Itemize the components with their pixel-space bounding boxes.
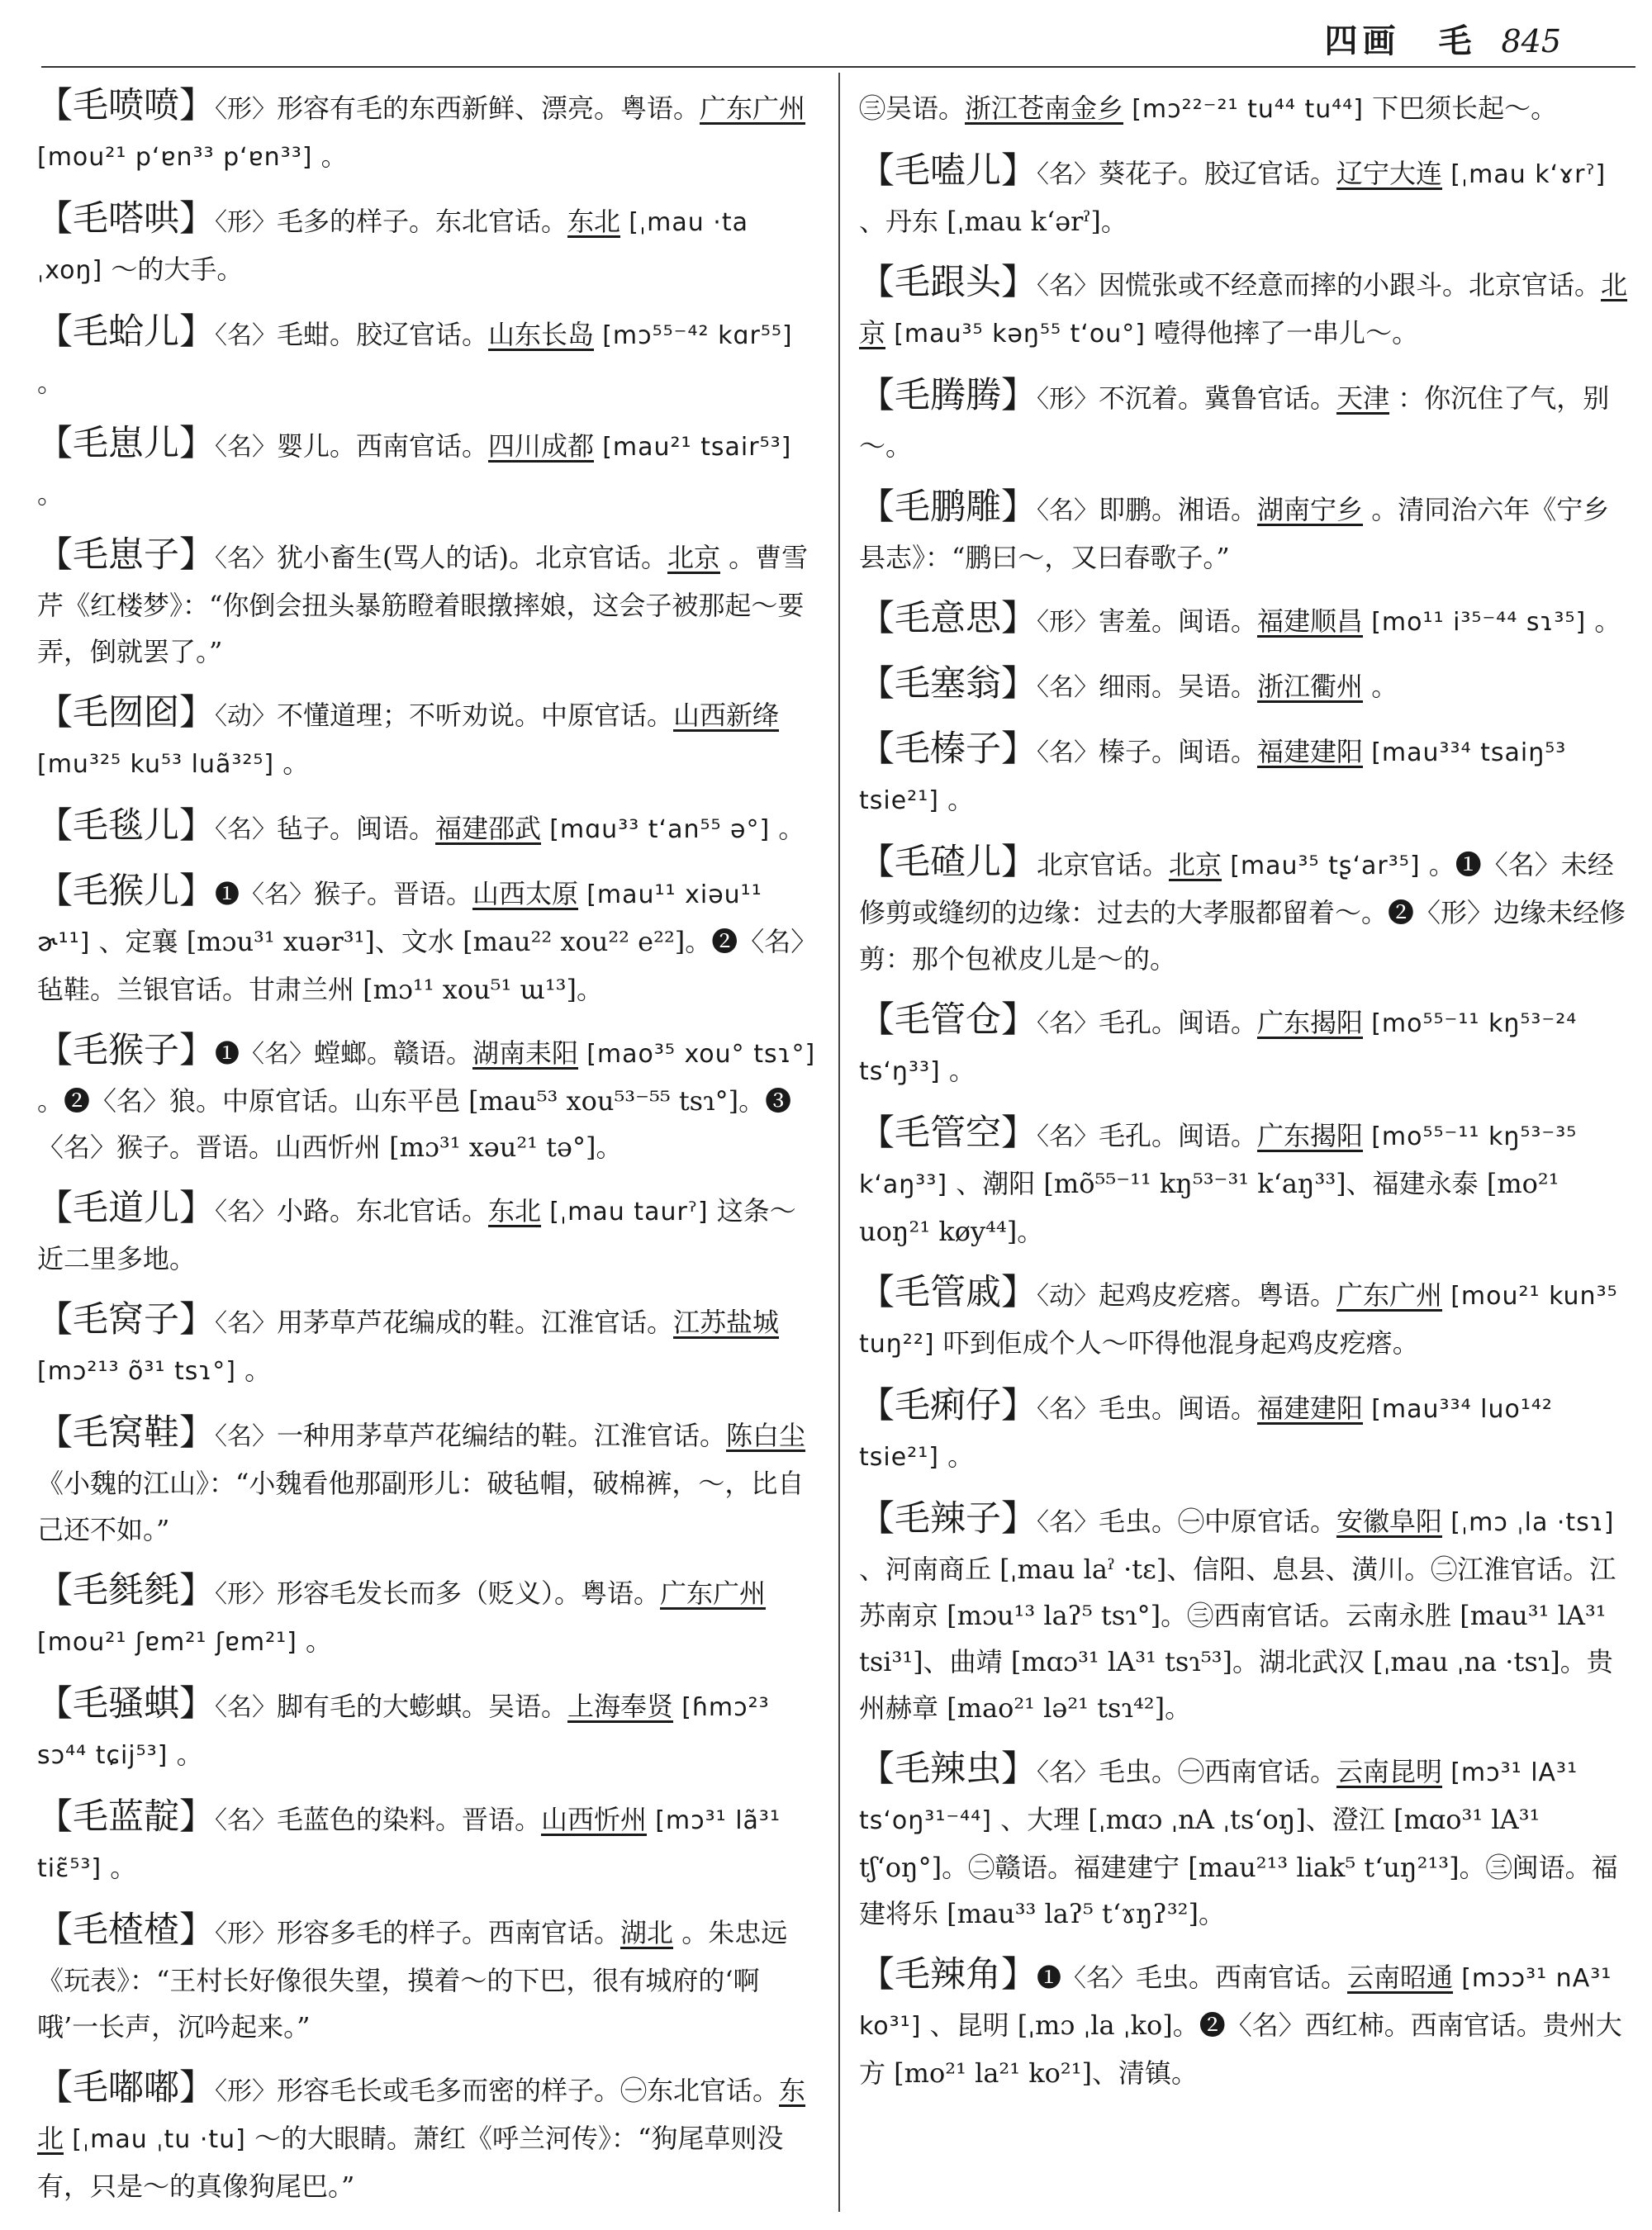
entry-continuation: 。朱忠远《玩表》：“王村长好像很失望，摸着～的下巴，很有城府的‘啊哦’一长声，沉吟起来。” xyxy=(37,1917,788,2043)
definition-text: 榛子。闽语。 xyxy=(1099,736,1258,767)
part-of-speech: 〈名〉 xyxy=(1037,1758,1099,1787)
entry-continuation: 。 xyxy=(320,140,348,172)
entry-continuation: ～的大手。 xyxy=(111,254,244,285)
column-divider xyxy=(838,73,840,2212)
definition-text: 毛虫。㊀西南官话。 xyxy=(1099,1756,1337,1787)
dictionary-entry xyxy=(37,309,818,406)
entry-continuation: 。 xyxy=(306,1625,333,1657)
entry-headword: 【毛毵毵】 xyxy=(37,1570,215,1611)
part-of-speech: 〈名〉 xyxy=(215,1422,277,1451)
part-of-speech: 〈名〉 xyxy=(1037,272,1099,301)
entry-continuation: 。❶〈名〉未经修剪或缝纫的边缘：过去的大孝服都留着～。❷〈形〉边缘未经修剪：那个包袱皮儿是～的。 xyxy=(859,849,1626,975)
part-of-speech: 〈名〉 xyxy=(1037,496,1099,525)
definition-text: 不懂道理；不听劝说。中原官话。 xyxy=(277,700,674,731)
dialect-location: 东北 xyxy=(488,1195,542,1226)
dialect-location: 云南昭通 xyxy=(1347,1962,1454,1993)
phonetic-transcription: [mou²¹ p‘ɐn³³ p‘ɐn³³] xyxy=(37,143,313,172)
part-of-speech: 〈名〉 xyxy=(215,1693,277,1722)
entry-headword: 【毛骚蜞】 xyxy=(37,1683,215,1725)
entry-headword: 【毛楂楂】 xyxy=(37,1910,215,1951)
entry-continuation: 下巴须长起～。 xyxy=(1372,93,1558,124)
dialect-location: 天津 xyxy=(1336,382,1390,414)
dictionary-entry xyxy=(37,420,818,517)
part-of-speech: 〈形〉 xyxy=(215,95,277,124)
dictionary-entry xyxy=(859,372,1631,469)
dialect-location: 浙江苍南金乡 xyxy=(965,93,1124,124)
dictionary-entry xyxy=(859,726,1631,824)
entry-continuation: 。曹雪芹《红楼梦》：“你倒会扭头暴筋瞪着眼撴摔娘，这会子被那起～要弄，倒就罢了。” xyxy=(37,542,809,667)
definition-text: 猴子。晋语。 xyxy=(314,878,473,909)
part-of-speech: 〈名〉 xyxy=(215,544,277,573)
part-of-speech: 〈动〉 xyxy=(215,702,277,731)
part-of-speech: 〈动〉 xyxy=(1037,1282,1099,1311)
dictionary-entry xyxy=(37,1568,818,1666)
entry-headword: 【毛痢仔】 xyxy=(859,1385,1037,1426)
entry-headword: 【毛管戚】 xyxy=(859,1272,1037,1313)
entry-headword: 【毛辣虫】 xyxy=(859,1748,1037,1790)
definition-text: 不沉着。冀鲁官话。 xyxy=(1099,382,1337,414)
phonetic-transcription: [ˌmau ·ta ˌxoŋ] xyxy=(37,208,748,285)
dialect-location: 福建建阳 xyxy=(1257,1393,1364,1424)
entry-continuation: 。❷〈名〉狼。中原官话。山东平邑 [mau⁵³ xou⁵³⁻⁵⁵ tsɿ°]。❸〈名〉猴子。晋语。山西忻州 [mɔ³¹ xəu²¹ tə°]。 xyxy=(37,1085,792,1163)
dialect-location: 福建顺昌 xyxy=(1257,605,1364,637)
entry-continuation: 、潮阳 [mõ⁵⁵⁻¹¹ kŋ⁵³⁻³¹ k‘aŋ³³]、福建永泰 [mo²¹ uoŋ²¹ køy⁴⁴]。 xyxy=(859,1168,1559,1247)
definition-text: 形容毛长或毛多而密的样子。㊀东北官话。 xyxy=(277,2075,780,2106)
dictionary-entry xyxy=(37,868,818,1013)
dialect-location: 东北 xyxy=(37,2075,806,2154)
part-of-speech: 〈名〉 xyxy=(215,1309,277,1338)
phonetic-transcription: [mu³²⁵ ku⁵³ luã³²⁵] xyxy=(37,750,275,779)
phonetic-transcription: [mau³³⁴ luo¹⁴² tsie²¹] xyxy=(859,1395,1553,1472)
definition-text: 毛蚶。胶辽官话。 xyxy=(277,319,489,350)
entry-headword: 【毛嘟嘟】 xyxy=(37,2067,215,2109)
entry-headword: 【毛嗑儿】 xyxy=(859,150,1037,192)
part-of-speech: 〈名〉 xyxy=(215,433,277,462)
dialect-location: 云南昆明 xyxy=(1336,1756,1443,1787)
dialect-location: 广东揭阳 xyxy=(1257,1120,1364,1151)
dialect-location: 东北 xyxy=(567,206,621,237)
entry-headword: 【毛鹏雕】 xyxy=(859,486,1037,528)
entry-headword: 【毛辣子】 xyxy=(859,1498,1037,1540)
part-of-speech: 〈名〉 xyxy=(215,321,277,350)
dialect-location: 北京 xyxy=(667,542,720,573)
definition-text: 葵花子。胶辽官话。 xyxy=(1099,158,1337,189)
entry-headword: 【毛榛子】 xyxy=(859,728,1037,770)
header-rule xyxy=(41,66,1635,68)
dialect-location: 四川成都 xyxy=(488,430,595,462)
entry-headword: 【毛塞翁】 xyxy=(859,663,1037,705)
dialect-location: 山西忻州 xyxy=(541,1804,648,1835)
right-column xyxy=(859,83,1631,2111)
part-of-speech: 〈名〉 xyxy=(1037,1395,1099,1424)
section-title: 四画 毛 xyxy=(1324,22,1477,60)
entry-continuation: 。 xyxy=(37,367,64,398)
dialect-location: 广东广州 xyxy=(700,93,806,124)
definition-text: ㊂吴语。 xyxy=(859,93,966,124)
phonetic-transcription: [mau³⁵ kəŋ⁵⁵ t‘ou°] xyxy=(894,320,1146,349)
part-of-speech: 〈名〉 xyxy=(215,1806,277,1835)
phonetic-transcription: [mɔ⁵⁵⁻⁴² kɑr⁵⁵] xyxy=(602,321,793,350)
dictionary-entry xyxy=(859,1269,1631,1368)
definition-text: 即鹏。湘语。 xyxy=(1099,494,1258,525)
dictionary-entry xyxy=(859,484,1631,581)
entry-headword: 【毛管仓】 xyxy=(859,999,1037,1041)
dictionary-entry xyxy=(37,83,818,181)
phonetic-transcription: [mo⁵⁵⁻¹¹ kŋ⁵³⁻²⁴ ts‘ŋ³³] xyxy=(859,1009,1578,1086)
dictionary-entry xyxy=(859,1746,1631,1937)
definition-text: 细雨。吴语。 xyxy=(1099,671,1258,702)
part-of-speech: 〈形〉 xyxy=(215,1919,277,1948)
entry-continuation: 。 xyxy=(948,1055,976,1086)
entry-continuation: 噎得他摔了一串儿～。 xyxy=(1154,317,1419,349)
entry-headword: 【毛道儿】 xyxy=(37,1188,215,1229)
definition-text: 毛虫。西南官话。 xyxy=(1136,1962,1348,1993)
page-number: 845 xyxy=(1501,23,1561,59)
dictionary-entry xyxy=(859,839,1631,982)
dictionary-entry xyxy=(859,259,1631,358)
left-column xyxy=(37,83,818,2224)
entry-continuation: 。 xyxy=(947,784,975,815)
definition-text: 毛孔。闽语。 xyxy=(1099,1007,1258,1038)
part-of-speech: 〈名〉 xyxy=(215,1198,277,1226)
dictionary-entry xyxy=(37,532,818,675)
dialect-location: 湖南宁乡 xyxy=(1257,494,1364,525)
entry-continuation: ：你沉住了气，别～。 xyxy=(859,382,1610,462)
part-of-speech: 〈名〉 xyxy=(215,815,277,844)
dictionary-entry xyxy=(37,1681,818,1779)
entry-continuation: 。 xyxy=(282,747,310,779)
definition-text: 形容多毛的样子。西南官话。 xyxy=(277,1917,621,1948)
entry-headword: 【毛崽儿】 xyxy=(37,423,215,464)
definition-text: 害羞。闽语。 xyxy=(1099,605,1258,637)
definition-text: 用茅草芦花编成的鞋。江淮官话。 xyxy=(277,1307,674,1338)
entry-headword: 【毛窝子】 xyxy=(37,1299,215,1340)
part-of-speech: 〈形〉 xyxy=(215,2077,277,2106)
part-of-speech: ❶〈名〉 xyxy=(215,1040,314,1069)
entry-headword: 【毛辣角】 xyxy=(859,1954,1037,1995)
part-of-speech: 〈名〉 xyxy=(1037,1009,1099,1038)
dictionary-entry xyxy=(859,595,1631,646)
dictionary-entry xyxy=(859,1383,1631,1481)
dictionary-entry xyxy=(859,1952,1631,2096)
phonetic-transcription: [mɔ³¹ lã³¹ tiɛ̃⁵³] xyxy=(37,1806,781,1883)
entry-headword: 【毛碴儿】 xyxy=(859,842,1037,883)
entry-continuation: 、大理 [ˌmɑɔ ˌnA ˌts‘oŋ]、澄江 [mɑo³¹ lA³¹ tʃ‘oŋ°]。㊁赣语。福建建宁 [mau²¹³ liak⁵ t‘uŋ²¹³]。㊂闽语。福建将乐 [mau³³ laʔ⁵ t‘ɤŋʔ³²]。 xyxy=(859,1804,1618,1929)
entry-continuation: 这条～近二里多地。 xyxy=(37,1195,796,1274)
definition-text: 婴儿。西南官话。 xyxy=(277,430,489,462)
entry-continuation: 。 xyxy=(1594,605,1621,637)
phonetic-transcription: [ˌmau ˌtu ·tu] xyxy=(72,2125,246,2154)
entry-headword: 【毛管空】 xyxy=(859,1113,1037,1154)
phonetic-transcription: [mao³⁵ xou° tsɿ°] xyxy=(586,1040,816,1069)
entry-continuation: 。 xyxy=(1371,671,1398,702)
dialect-location: 江苏盐城 xyxy=(673,1307,780,1338)
dictionary-entry xyxy=(859,1110,1631,1255)
entry-continuation: 、定襄 [mɔu³¹ xuər³¹]、文水 [mau²² xou²² e²²]。❷〈名〉 毡鞋。兰银官话。甘肃兰州 [mɔ¹¹ xou⁵¹ ɯ¹³]。 xyxy=(37,926,818,1005)
dictionary-entry xyxy=(859,83,1631,133)
part-of-speech: 〈名〉 xyxy=(1037,738,1099,767)
dictionary-entry xyxy=(859,148,1631,244)
dialect-location: 广东广州 xyxy=(1336,1279,1443,1311)
definition-text: 北京官话。 xyxy=(1037,849,1170,880)
phonetic-transcription: [mɔɔ³¹ nA³¹ ko³¹] xyxy=(859,1964,1612,2041)
entry-continuation: 。 xyxy=(110,1852,137,1883)
phonetic-transcription: [mau³⁵ tʂ‘ar³⁵] xyxy=(1230,852,1421,880)
dictionary-entry xyxy=(37,803,818,853)
phonetic-transcription: [mau³³⁴ tsaiŋ⁵³ tsie²¹] xyxy=(859,738,1567,815)
phonetic-transcription: [ɦmɔ²³ sɔ⁴⁴ tɕij⁵³] xyxy=(37,1693,770,1770)
dialect-location: 上海奉贤 xyxy=(567,1691,674,1722)
part-of-speech: 〈形〉 xyxy=(1037,385,1099,414)
entry-continuation: 。清同治六年《宁乡县志》：“鹏曰～，又曰春歌子。” xyxy=(859,494,1610,573)
dictionary-entry xyxy=(37,1794,818,1892)
entry-headword: 【毛猴儿】 xyxy=(37,871,215,912)
entry-continuation: 、昆明 [ˌmɔ ˌla ˌko]。❷〈名〉西红柿。西南官话。贵州大方 [mo²¹ la²¹ ko²¹]、清镇。 xyxy=(859,2009,1622,2089)
part-of-speech: 〈形〉 xyxy=(1037,608,1099,637)
dialect-location: 浙江衢州 xyxy=(1257,671,1364,702)
dictionary-entry xyxy=(37,690,818,788)
part-of-speech: 〈名〉 xyxy=(1037,1508,1099,1537)
dialect-location: 山西太原 xyxy=(472,878,579,909)
phonetic-transcription: [ˌmau taurˀ] xyxy=(549,1198,709,1226)
phonetic-transcription: [mou²¹ kun³⁵ tuŋ²²] xyxy=(859,1282,1618,1359)
entry-headword: 【毛毯儿】 xyxy=(37,805,215,847)
entry-headword: 【毛猴子】 xyxy=(37,1030,215,1071)
part-of-speech: 〈名〉 xyxy=(1037,1122,1099,1151)
phonetic-transcription: [mɔ³¹ lA³¹ ts‘oŋ³¹⁻⁴⁴] xyxy=(859,1758,1578,1835)
dictionary-entry xyxy=(37,2065,818,2209)
entry-continuation: 吓到佢成个人～吓得他混身起鸡皮疙瘩。 xyxy=(942,1327,1419,1359)
dictionary-entry xyxy=(37,196,818,294)
dictionary-entry xyxy=(37,1185,818,1282)
part-of-speech: 〈名〉 xyxy=(1037,160,1099,189)
phonetic-transcription: [mou²¹ ʃɐm²¹ ʃɐm²¹] xyxy=(37,1628,297,1657)
definition-text: 毛蓝色的染料。晋语。 xyxy=(277,1804,542,1835)
phonetic-transcription: [ˌmɔ ˌla ·tsɿ] xyxy=(1450,1508,1615,1537)
dialect-location: 安徽阜阳 xyxy=(1336,1506,1443,1537)
entry-continuation: 。 xyxy=(947,1440,975,1472)
entry-headword: 【毛蓝靛】 xyxy=(37,1796,215,1838)
definition-text: 起鸡皮疙瘩。粤语。 xyxy=(1099,1279,1337,1311)
phonetic-transcription: [mo⁵⁵⁻¹¹ kŋ⁵³⁻³⁵ k‘aŋ³³] xyxy=(859,1122,1578,1199)
dictionary-entry xyxy=(37,1027,818,1170)
definition-text: 螳螂。赣语。 xyxy=(314,1037,473,1069)
phonetic-transcription: [ˌmau k‘ɤrˀ] xyxy=(1450,160,1607,189)
dialect-location: 湖南耒阳 xyxy=(472,1037,579,1069)
dialect-location: 北京 xyxy=(1169,849,1222,880)
entry-headword: 【毛崽子】 xyxy=(37,534,215,576)
entry-continuation: 。 xyxy=(244,1355,272,1386)
part-of-speech: 〈形〉 xyxy=(215,1580,277,1609)
definition-text: 毛多的样子。东北官话。 xyxy=(277,206,568,237)
definition-text: 毡子。闽语。 xyxy=(277,813,436,844)
dictionary-entry xyxy=(859,997,1631,1095)
entry-headword: 【毛嗒哄】 xyxy=(37,198,215,240)
part-of-speech: 〈名〉 xyxy=(1037,673,1099,702)
entry-continuation: 、丹东 [ˌmau k‘ərˀ]。 xyxy=(859,206,1127,237)
definition-text: 犹小畜生(骂人的话)。北京官话。 xyxy=(277,542,667,573)
entry-headword: 【毛蛤儿】 xyxy=(37,311,215,353)
part-of-speech: ❶〈名〉 xyxy=(1037,1964,1136,1993)
entry-headword: 【毛喷喷】 xyxy=(37,85,215,126)
phonetic-transcription: [mɑu³³ t‘an⁵⁵ ə°] xyxy=(549,815,771,844)
definition-text: 毛虫。闽语。 xyxy=(1099,1393,1258,1424)
dialect-location: 辽宁大连 xyxy=(1336,158,1443,189)
part-of-speech: 〈形〉 xyxy=(215,208,277,237)
entry-continuation: 、河南商丘 [ˌmau laˀ ·tɛ]、信阳、息县、潢川。㊁江淮官话。江苏南京 [mɔu¹³ laʔ⁵ tsɿ°]。㊂西南官话。云南永胜 [mau³¹ lA³¹ tsi³¹]、曲靖 [mɑɔ³¹ lA³¹ tsɿ⁵³]。湖北武汉 [ˌmau ˌna ·tsɿ]。贵州赫章 [mao²¹ lə²¹ tsɿ⁴²]。 xyxy=(859,1554,1616,1724)
entry-continuation: 《小魏的江山》：“小魏看他那副形儿：破毡帽，破棉裤，～，比自己还不如。” xyxy=(37,1468,805,1545)
dialect-location: 山西新绛 xyxy=(673,700,780,731)
dialect-location: 广东揭阳 xyxy=(1257,1007,1364,1038)
phonetic-transcription: [mau¹¹ xiəu¹¹ ɚ¹¹] xyxy=(37,880,762,957)
dictionary-entry xyxy=(37,1410,818,1553)
entry-continuation: 。 xyxy=(37,478,64,510)
entry-headword: 【毛囫囵】 xyxy=(37,692,215,733)
part-of-speech: ❶〈名〉 xyxy=(215,880,314,909)
definition-text: 形容毛发长而多（贬义）。粤语。 xyxy=(277,1578,661,1609)
definition-text: 毛虫。㊀中原官话。 xyxy=(1099,1506,1337,1537)
dialect-location: 福建建阳 xyxy=(1257,736,1364,767)
definition-text: 毛孔。闽语。 xyxy=(1099,1120,1258,1151)
definition-text: 一种用茅草芦花编结的鞋。江淮官话。 xyxy=(277,1420,727,1451)
definition-text: 因慌张或不经意而摔的小跟斗。北京官话。 xyxy=(1099,269,1602,301)
dictionary-entry xyxy=(859,1496,1631,1731)
definition-text: 形容有毛的东西新鲜、漂亮。粤语。 xyxy=(277,93,700,124)
entry-headword: 【毛跟头】 xyxy=(859,262,1037,303)
phonetic-transcription: [mau²¹ tsair⁵³] xyxy=(602,433,792,462)
dictionary-entry xyxy=(37,1297,818,1395)
definition-text: 脚有毛的大蟛蜞。吴语。 xyxy=(277,1691,568,1722)
phonetic-transcription: [mo¹¹ i³⁵⁻⁴⁴ sɿ³⁵] xyxy=(1371,608,1587,637)
entry-continuation: 。 xyxy=(778,813,805,844)
dialect-location: 广东广州 xyxy=(660,1578,767,1609)
dictionary-entry xyxy=(37,1907,818,2050)
dialect-location: 福建邵武 xyxy=(435,813,542,844)
page-header xyxy=(1324,15,1561,62)
dictionary-entry xyxy=(859,661,1631,711)
entry-continuation: ～的大眼睛。萧红《呼兰河传》：“狗尾草则没有，只是～的真像狗尾巴。” xyxy=(37,2123,784,2202)
phonetic-transcription: [mɔ²¹³ õ³¹ tsɿ°] xyxy=(37,1357,236,1386)
dialect-location: 山东长岛 xyxy=(488,319,595,350)
dialect-location: 北京 xyxy=(859,269,1628,349)
entry-headword: 【毛腾腾】 xyxy=(859,375,1037,416)
entry-continuation: 。 xyxy=(176,1739,203,1770)
entry-headword: 【毛意思】 xyxy=(859,598,1037,639)
dialect-location: 陈白尘 xyxy=(726,1420,806,1451)
dialect-location: 湖北 xyxy=(620,1917,674,1948)
phonetic-transcription: [mɔ²²⁻²¹ tu⁴⁴ tu⁴⁴] xyxy=(1132,95,1364,124)
definition-text: 小路。东北官话。 xyxy=(277,1195,489,1226)
entry-headword: 【毛窝鞋】 xyxy=(37,1412,215,1454)
